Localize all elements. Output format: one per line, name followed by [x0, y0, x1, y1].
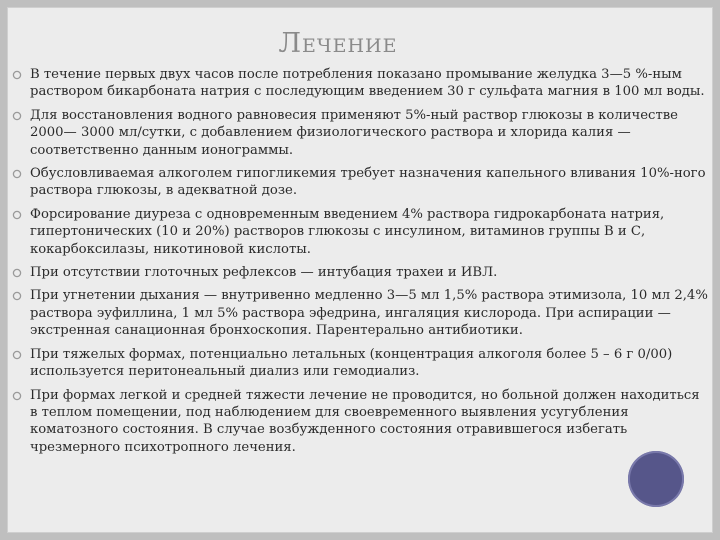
list-item — [8, 346, 713, 381]
ring-bullet-icon — [12, 291, 22, 301]
ring-bullet-icon — [12, 391, 22, 401]
list-item-text: В течение первых двух часов после потребления показано промывание желудка 3—5 %-ным раствором бикарбоната натрия с последующим введением 30 г сульфата магния в 100 мл воды. — [30, 67, 705, 100]
ring-bullet-icon — [12, 111, 22, 121]
list-item-text: При тяжелых формах, потенциально летальных (концентрация алкоголя более 5 – 6 г 0/00) используется перитонеальный диализ или гемодиализ. — [30, 346, 673, 380]
ring-bullet-icon — [12, 169, 22, 179]
decorative-circle — [628, 451, 684, 507]
list-item-text: При угнетении дыхания — внутривенно медленно 3—5 мл 1,5% раствора этимизола, 10 мл 2,4% раствора эуфиллина, 1 мл 5% раствора эфедрина, ингаляция кислорода. При аспирации — экстренная санационная бронхоскопия. Парентерально антибиотики. — [30, 288, 708, 339]
list-item-text: При формах легкой и средней тяжести лечение не проводится, но больной должен находиться в теплом помещении, под наблюдением для своевременного выявления усугубления коматозного состояния. В случае возбужденного состояния отравившегося избегать чрезмерного психотропного лечения. — [30, 387, 700, 455]
list-item — [8, 264, 713, 281]
ring-bullet-icon — [12, 210, 22, 220]
ring-bullet-icon — [12, 70, 22, 80]
ring-bullet-icon — [12, 350, 22, 360]
bullet-list — [8, 66, 713, 462]
list-item — [8, 165, 713, 200]
ring-bullet-icon — [12, 268, 22, 278]
list-item — [8, 206, 713, 258]
slide-title: Лечение — [278, 28, 398, 59]
list-item — [8, 287, 713, 339]
list-item-text: При отсутствии глоточных рефлексов — интубация трахеи и ИВЛ. — [30, 265, 498, 281]
list-item-text: Обусловливаемая алкоголем гипогликемия требует назначения капельного вливания 10%-ного раствора глюкозы, в адекватной дозе. — [30, 166, 706, 199]
slide — [7, 7, 713, 533]
list-item — [8, 387, 713, 457]
list-item-text: Форсирование диуреза с одновременным введением 4% раствора гидрокарбоната натрия, гипертонических (10 и 20%) растворов глюкозы с инсулином, витаминов группы В и С, кокарбоксилазы, никотиновой кислоты. — [30, 206, 665, 257]
list-item — [8, 66, 713, 101]
list-item-text: Для восстановления водного равновесия применяют 5%-ный раствор глюкозы в количестве 2000— 3000 мл/сутки, с добавлением физиологического раствора и хлорида калия — соответственно данным ионограммы. — [30, 107, 678, 158]
list-item — [8, 107, 713, 159]
